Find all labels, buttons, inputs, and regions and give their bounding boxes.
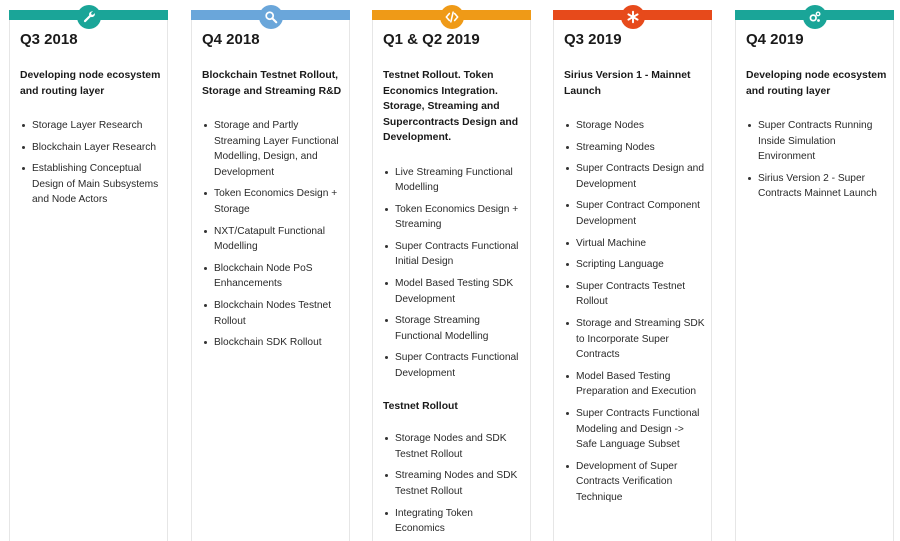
list-item: Storage and Partly Streaming Layer Functional Modelling, Design, and Development [202,118,343,180]
roadmap-column-q4-2019 [735,10,894,541]
list-item: Token Economics Design + Streaming [383,202,524,233]
list-item: Storage Nodes [564,118,705,134]
list-item: Token Economics Design + Storage [202,186,343,217]
gears-icon [808,10,822,24]
list-item: Blockchain SDK Rollout [202,335,343,351]
wrench-icon [82,10,96,24]
milestone-sublist [383,431,524,537]
list-item: Scripting Language [564,257,705,273]
list-item: Streaming Nodes and SDK Testnet Rollout [383,468,524,499]
milestone-list [20,118,161,208]
asterisk-icon [626,10,640,24]
column-badge [803,5,827,29]
list-item: NXT/Catapult Functional Modelling [202,224,343,255]
list-item: Storage Streaming Functional Modelling [383,313,524,344]
list-item: Model Based Testing Preparation and Execution [564,369,705,400]
list-item: Super Contracts Testnet Rollout [564,279,705,310]
period-title: Q4 2018 [202,31,260,48]
code-icon [445,10,459,24]
period-title: Q3 2019 [564,31,622,48]
list-item: Super Contracts Functional Development [383,350,524,381]
list-item: Establishing Conceptual Design of Main Subsystems and Node Actors [20,161,161,208]
search-icon [264,10,278,24]
list-item: Storage and Streaming SDK to Incorporate Super Contracts [564,316,705,363]
list-item: Super Contract Component Development [564,198,705,229]
list-item: Blockchain Node PoS Enhancements [202,261,343,292]
column-badge [621,5,645,29]
list-item: Super Contracts Running Inside Simulation Environment [746,118,887,165]
column-badge [77,5,101,29]
list-item: Model Based Testing SDK Development [383,276,524,307]
roadmap-column-q1-q2-2019 [372,10,531,541]
list-item: Storage Layer Research [20,118,161,134]
column-headline: Blockchain Testnet Rollout, Storage and Streaming R&D [202,70,342,97]
milestone-list [202,118,343,351]
list-item: Virtual Machine [564,236,705,252]
list-item: Storage Nodes and SDK Testnet Rollout [383,431,524,462]
roadmap-column-q4-2018 [191,10,350,541]
column-headline: Developing node ecosystem and routing layer [20,70,161,97]
section-subheading: Testnet Rollout [383,400,458,412]
period-title: Q3 2018 [20,31,78,48]
list-item: Super Contracts Design and Development [564,161,705,192]
roadmap-column-q3-2018 [9,10,168,541]
list-item: Streaming Nodes [564,140,705,156]
list-item: Sirius Version 2 - Super Contracts Mainnet Launch [746,171,887,202]
column-badge [259,5,283,29]
list-item: Blockchain Layer Research [20,140,161,156]
milestone-list [746,118,887,202]
column-headline: Developing node ecosystem and routing layer [746,70,887,97]
list-item: Super Contracts Functional Initial Design [383,239,524,270]
list-item: Development of Super Contracts Verification Technique [564,459,705,506]
milestone-list [564,118,705,505]
list-item: Live Streaming Functional Modelling [383,165,524,196]
period-title: Q4 2019 [746,31,804,48]
milestone-list [383,165,524,382]
column-headline: Testnet Rollout. Token Economics Integration. Storage, Streaming and Supercontracts Design and Development. [383,70,519,143]
period-title: Q1 & Q2 2019 [383,31,480,48]
column-badge [440,5,464,29]
column-headline: Sirius Version 1 - Mainnet Launch [564,70,691,97]
list-item: Integrating Token Economics [383,506,524,537]
roadmap-column-q3-2019 [553,10,712,541]
list-item: Super Contracts Functional Modeling and Design -> Safe Language Subset [564,406,705,453]
list-item: Blockchain Nodes Testnet Rollout [202,298,343,329]
